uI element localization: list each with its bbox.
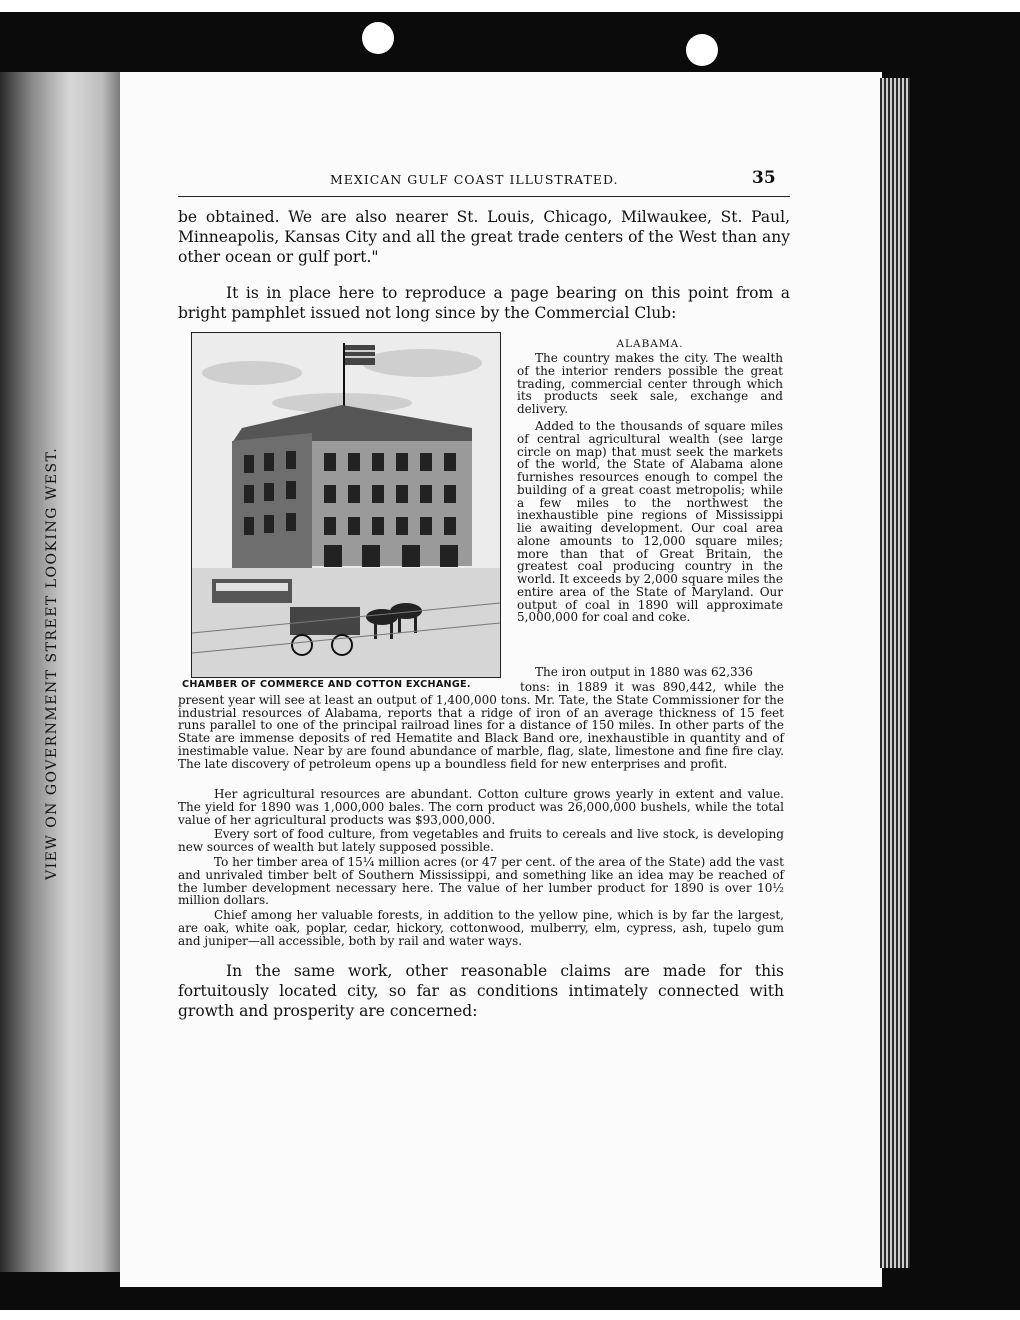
alabama-column-para-3 [517, 666, 783, 679]
forests-text: Chief among her valuable forests, in addition to the yellow pine, which is by far the largest, are oak, white oak, poplar, cedar, hickory, cottonwood, mulberry, elm, cypress, ash, tupelo gum and juniper—all accessible, both by rail and water ways. [178, 908, 784, 948]
page-number: 35 [752, 168, 776, 188]
food-culture-text: Every sort of food culture, from vegetables and fruits to cereals and live stock, is developing new sources of wealth but lately supposed possible. [178, 827, 784, 854]
side-caption: VIEW ON GOVERNMENT STREET LOOKING WEST. [44, 446, 60, 880]
building-illustration [191, 332, 501, 678]
punch-hole [362, 22, 394, 54]
punch-hole [686, 34, 718, 66]
alabama-para-2-text: Added to the thousands of square miles of central agricultural wealth (see large circle on map) that must seek the markets of the world, the State of Alabama alone furnishes resources enough to compel the building of a great coast metropolis; while a few miles to the northwest the inexhaustible pine regions of Mississippi lie awaiting development. Our coal area alone amounts to 12,000 square miles; more than that of Great Britain, the greatest coal producing country in the world. It exceeds by 2,000 square miles the entire area of the State of Maryland. Our output of coal in 1890 will approximate 5,000,000 for coal and coke. [517, 419, 783, 625]
alabama-column-para-1 [517, 352, 783, 416]
alabama-para-1-text: The country makes the city. The wealth of the interior renders possible the great trading, commercial center through which its products seek sale, exchange and delivery. [517, 351, 783, 416]
alabama-para-3-text: The iron output in 1880 was 62,336 [535, 665, 753, 679]
alabama-body-agriculture [178, 788, 784, 826]
paragraph-intro: be obtained. We are also nearer St. Louis, Chicago, Milwaukee, St. Paul, Minneapolis, Kansas City and all the great trade centers of the West than any other ocean or gulf port." [178, 208, 790, 266]
header-rule [178, 196, 790, 197]
iron-output-text: tons: in 1889 it was 890,442, while the present year will see at least an output of 1,400,000 tons. Mr. Tate, the State Commissioner for the industrial resources of Alabama, reports that a ridge of iron of an average thickness of 15 feet runs parallel to one of the principal railroad lines for a distance of 150 miles. In other parts of the State are immense deposits of red Hematite and Black Band ore, inexhaustible in quantity and of inestimable value. Near by are found abundance of marble, flag, slate, limestone and fine fire clay. The late discovery of petroleum opens up a boundless field for new enterprises and profit. [178, 680, 784, 771]
alabama-body-iron [178, 681, 784, 770]
alabama-body-timber [178, 856, 784, 907]
alabama-column-para-2 [517, 420, 783, 624]
alabama-body-food [178, 828, 784, 854]
paragraph-closing [178, 961, 784, 1021]
running-head: MEXICAN GULF COAST ILLUSTRATED. [330, 172, 619, 187]
alabama-body-forests [178, 909, 784, 947]
timber-text: To her timber area of 15¼ million acres (or 47 per cent. of the area of the State) add the vast and unrivaled timber belt of Southern Mississippi, and something like an idea may be reached of the lumber development necessary here. The value of her lumber product for 1890 is over 10½ million dollars. [178, 855, 784, 908]
page-edges [880, 78, 910, 1268]
left-page-gutter [0, 72, 128, 1272]
engraving-image [192, 333, 500, 677]
section-title-alabama: ALABAMA. [616, 338, 684, 350]
agriculture-text: Her agricultural resources are abundant. Cotton culture grows yearly in extent and value. The yield for 1890 was 1,000,000 bales. The corn product was 26,000,000 bushels, while the total value of her agricultural products was $93,000,000. [178, 787, 784, 827]
figure-caption: CHAMBER OF COMMERCE AND COTTON EXCHANGE. [182, 679, 471, 690]
closing-text: In the same work, other reasonable claims are made for this fortuitously located city, so far as conditions intimately connected with growth and prosperity are concerned: [178, 962, 784, 1020]
paragraph-pamphlet: It is in place here to reproduce a page bearing on this point from a bright pamphlet issued not long since by the Commercial Club: [178, 284, 790, 322]
